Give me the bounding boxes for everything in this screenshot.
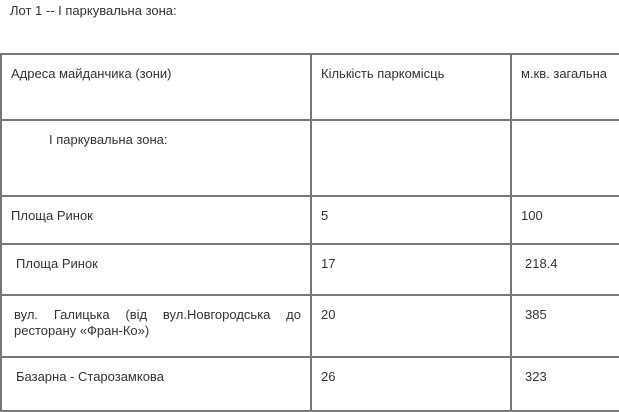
zone-row <box>1 120 619 196</box>
page-heading: Лот 1 -- І паркувальна зона: <box>10 3 177 18</box>
area-cell: 218.4 <box>511 244 619 295</box>
zone-label: І паркувальна зона: <box>1 120 311 196</box>
header-address: Адреса майданчика (зони) <box>1 54 311 120</box>
table-header-row <box>1 54 619 120</box>
header-area: м.кв. загальна <box>511 54 619 120</box>
zone-count-cell <box>311 120 511 196</box>
area-cell: 323 <box>511 357 619 411</box>
area-cell: 385 <box>511 295 619 357</box>
header-count: Кількість паркомісць <box>311 54 511 120</box>
address-cell: Площа Ринок <box>1 196 311 244</box>
address-cell: Площа Ринок <box>1 244 311 295</box>
table-row <box>1 244 619 295</box>
zone-area-cell <box>511 120 619 196</box>
address-cell: вул. Галицька (від вул.Новгородська до ресторану «Фран-Ко») <box>1 295 311 357</box>
parking-lots-table <box>0 53 619 412</box>
area-cell: 100 <box>511 196 619 244</box>
count-cell: 17 <box>311 244 511 295</box>
table-row <box>1 357 619 411</box>
table-row <box>1 295 619 357</box>
count-cell: 20 <box>311 295 511 357</box>
table-row <box>1 196 619 244</box>
address-cell: Базарна - Старозамкова <box>1 357 311 411</box>
count-cell: 26 <box>311 357 511 411</box>
count-cell: 5 <box>311 196 511 244</box>
